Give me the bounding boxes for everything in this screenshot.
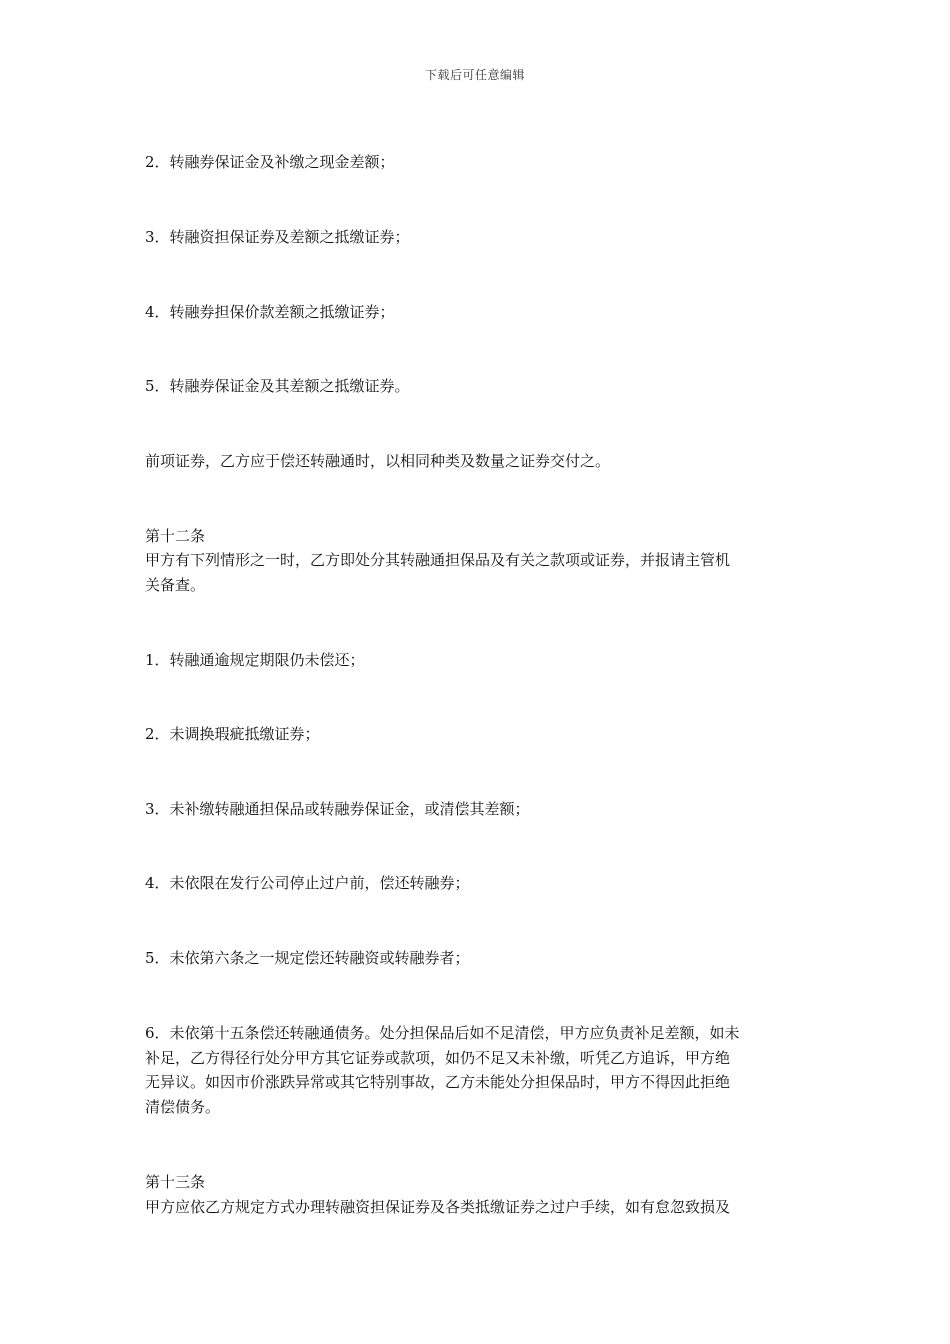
list-item-6 <box>145 1021 810 1119</box>
text-line: 清偿债务。 <box>145 1097 221 1116</box>
list-item: 2．转融券保证金及补缴之现金差额； <box>145 153 395 171</box>
list-item: 2．未调换瑕疵抵缴证券； <box>145 725 320 743</box>
article-13-title: 第十三条 <box>145 1173 206 1191</box>
text-line: 关备查。 <box>145 575 206 594</box>
text-line: 甲方有下列情形之一时，乙方即处分其转融通担保品及有关之款项或证券，并报请主管机 <box>145 551 731 569</box>
list-item: 3．转融资担保证券及差额之抵缴证券； <box>145 228 410 246</box>
text-line: 补足，乙方得径行处分甲方其它证券或款项，如仍不足又未补缴，听凭乙方追诉，甲方绝 <box>145 1048 731 1067</box>
article-12-body <box>145 548 810 597</box>
article-12-title: 第十二条 <box>145 527 206 545</box>
article-13-body <box>145 1195 810 1220</box>
list-item: 5．转融券保证金及其差额之抵缴证券。 <box>145 377 410 395</box>
list-item: 4．转融券担保价款差额之抵缴证券； <box>145 303 395 321</box>
text-line: 无异议。如因市价涨跌异常或其它特别事故，乙方未能处分担保品时，甲方不得因此拒绝 <box>145 1073 731 1091</box>
page-header: 下载后可任意编辑 <box>424 68 525 82</box>
list-item: 4．未依限在发行公司停止过户前，偿还转融券； <box>145 874 470 892</box>
list-item: 3．未补缴转融通担保品或转融券保证金，或清偿其差额； <box>145 800 530 818</box>
list-item: 5．未依第六条之一规定偿还转融资或转融券者； <box>145 949 470 967</box>
list-item: 1．转融通逾规定期限仍未偿还； <box>145 651 365 669</box>
text-line: 甲方应依乙方规定方式办理转融资担保证券及各类抵缴证券之过户手续，如有怠忽致损及 <box>145 1198 731 1216</box>
text-line: 6．未依第十五条偿还转融通债务。处分担保品后如不足清偿，甲方应负责补足差额，如未 <box>145 1024 740 1042</box>
paragraph: 前项证券，乙方应于偿还转融通时，以相同种类及数量之证券交付之。 <box>145 452 611 470</box>
